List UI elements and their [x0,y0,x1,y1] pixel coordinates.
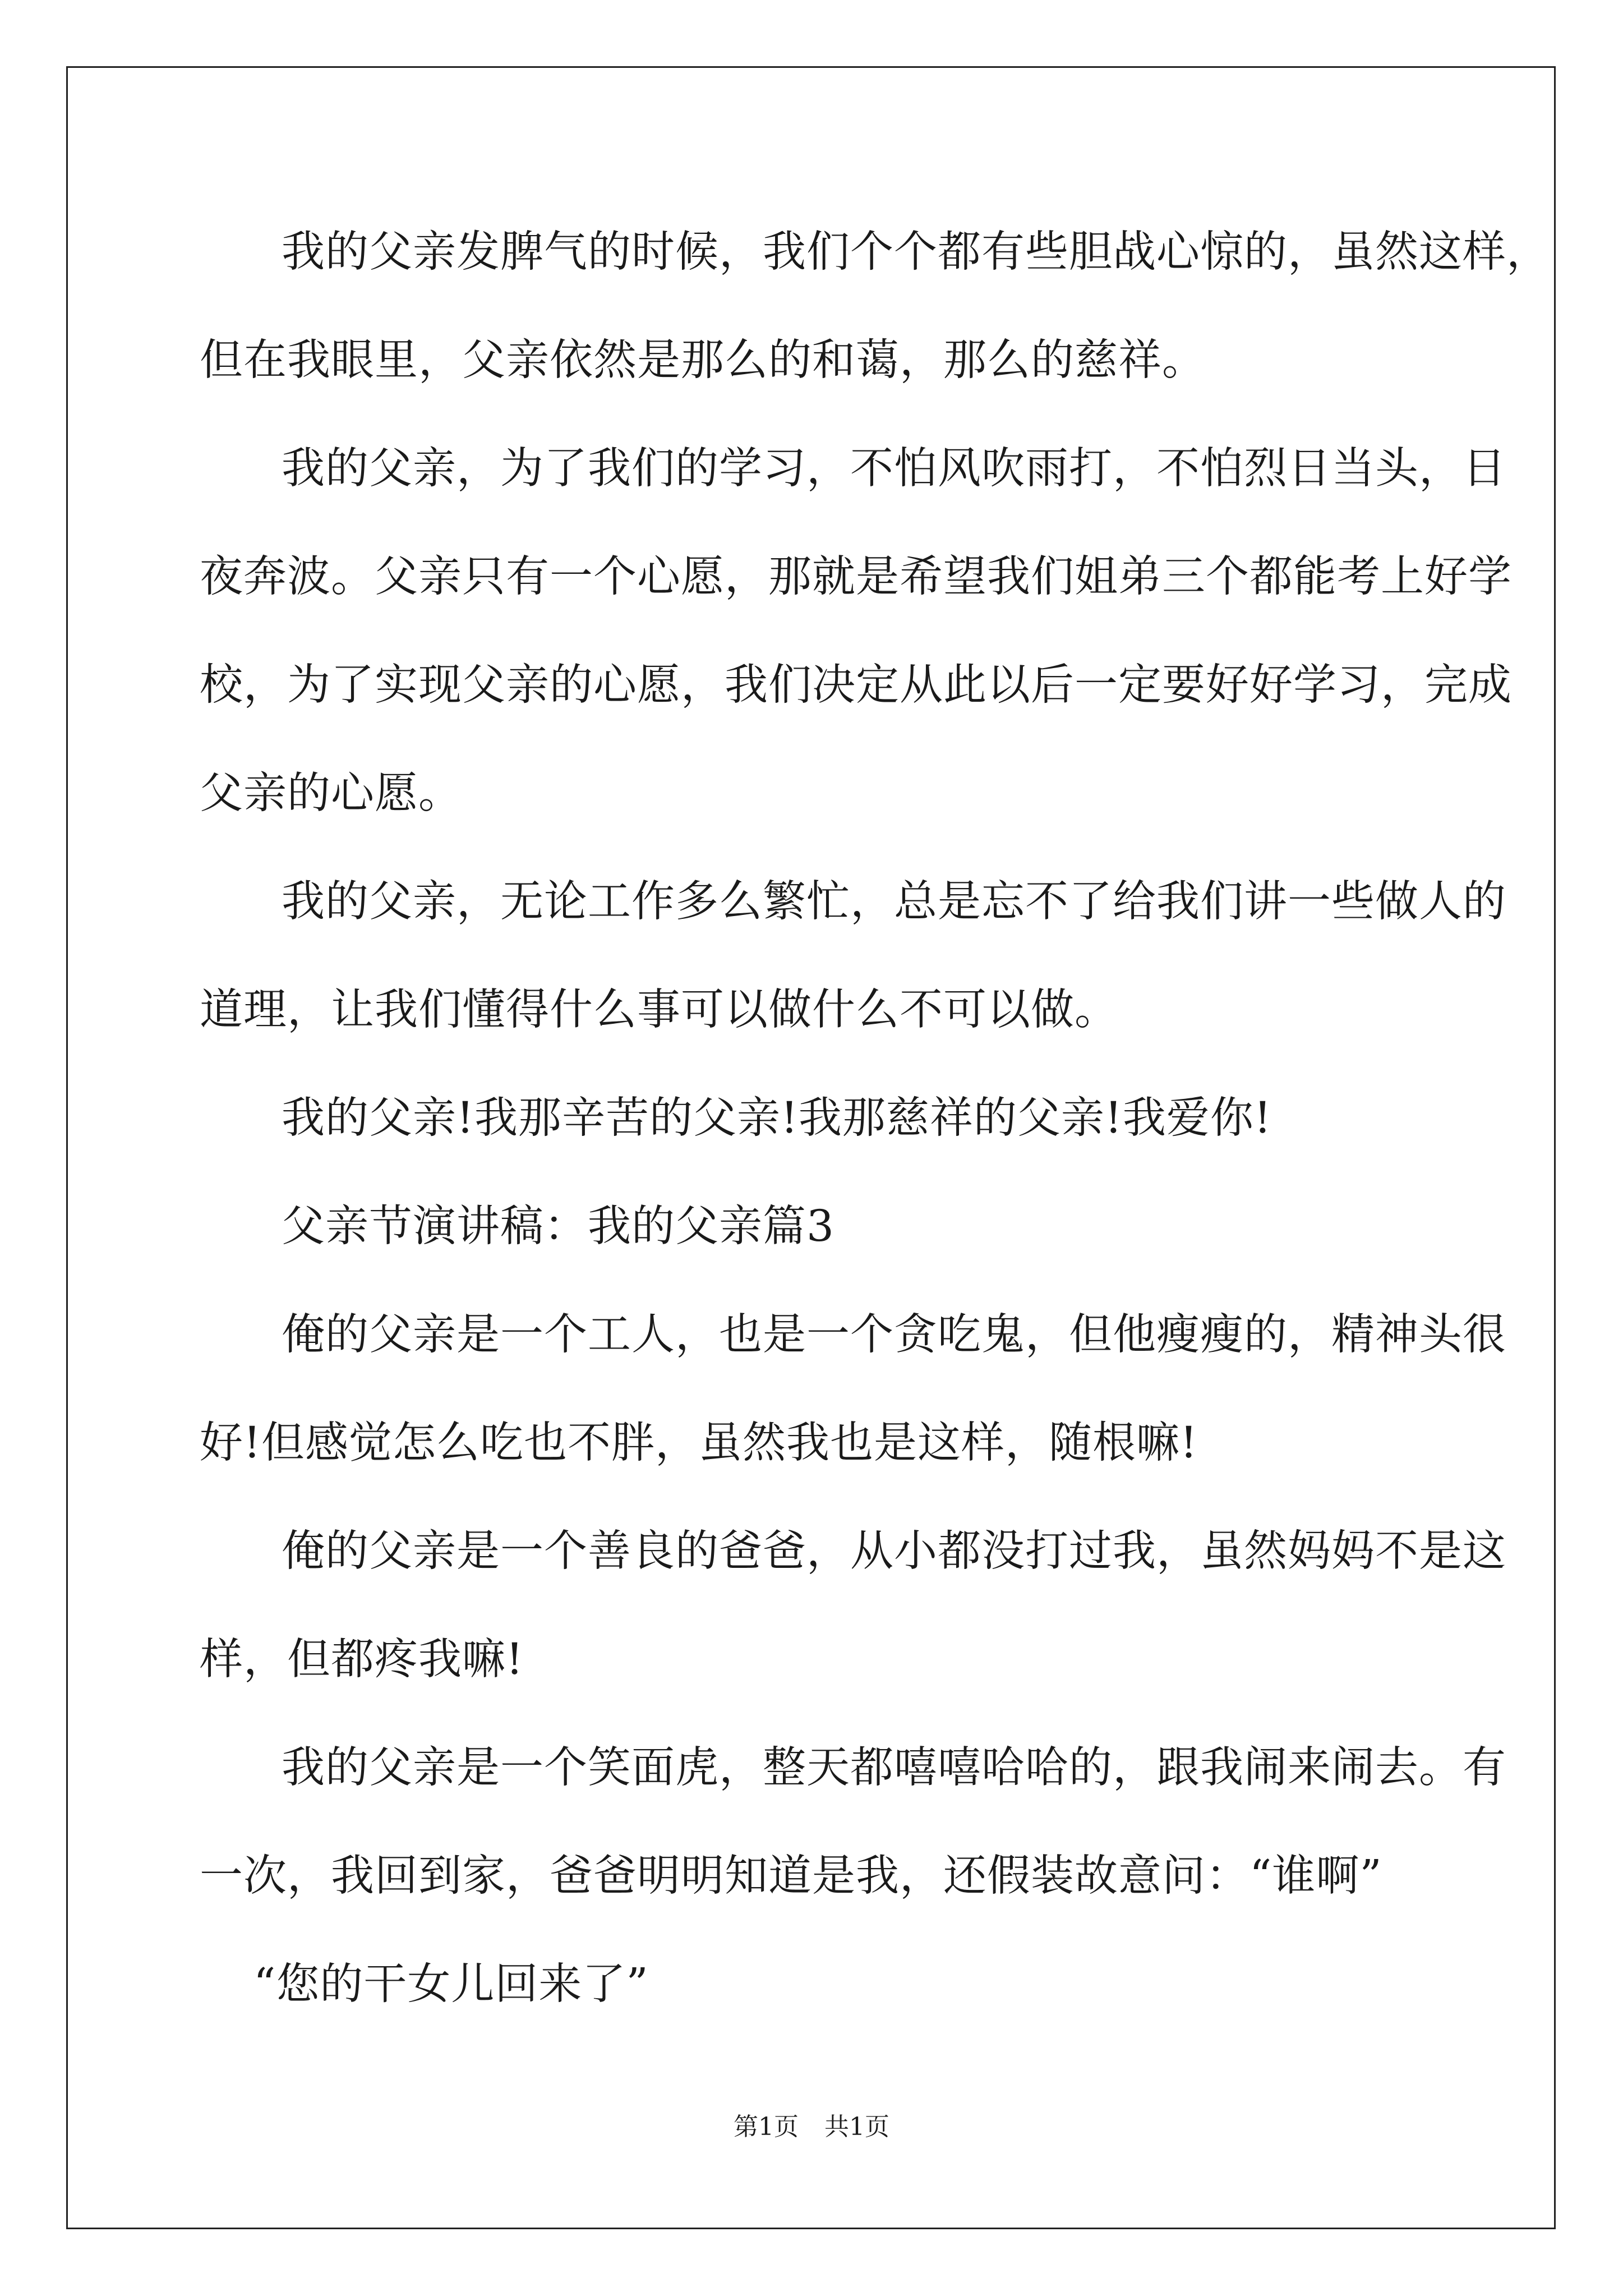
text-line: 我的父亲，为了我们的学习，不怕风吹雨打，不怕烈日当头，日 [282,444,1506,494]
current-page-label: 第1页 [734,2113,799,2141]
page-border [66,66,1556,2229]
text-line: 但在我眼里，父亲依然是那么的和蔼，那么的慈祥。 [200,335,1206,385]
text-line: 父亲的心愿。 [200,769,462,818]
text-line: 校，为了实现父亲的心愿，我们决定从此以后一定要好好学习，完成 [200,660,1512,710]
text-line: 俺的父亲是一个善良的爸爸，从小都没打过我，虽然妈妈不是这 [282,1526,1506,1576]
total-pages-label: 共1页 [824,2113,889,2141]
text-line: “您的干女儿回来了” [253,1959,649,2009]
text-line: 俺的父亲是一个工人，也是一个贪吃鬼，但他瘦瘦的，精神头很 [282,1310,1506,1360]
text-line: 一次，我回到家，爸爸明明知道是我，还假装故意问：“谁啊” [200,1851,1382,1901]
text-line: 我的父亲是一个笑面虎，整天都嘻嘻哈哈的，跟我闹来闹去。有 [282,1743,1506,1793]
text-line: 好!但感觉怎么吃也不胖，虽然我也是这样，随根嘛! [200,1418,1198,1468]
text-line: 我的父亲!我那辛苦的父亲!我那慈祥的父亲!我爱你! [282,1093,1272,1143]
text-line: 夜奔波。父亲只有一个心愿，那就是希望我们姐弟三个都能考上好学 [200,552,1512,602]
text-line: 我的父亲，无论工作多么繁忙，总是忘不了给我们讲一些做人的 [282,877,1506,927]
section-heading: 父亲节演讲稿：我的父亲篇3 [282,1202,834,1251]
text-line: 样，但都疼我嘛! [200,1635,524,1685]
text-line: 我的父亲发脾气的时候，我们个个都有些胆战心惊的，虽然这样， [282,227,1550,277]
text-line: 道理，让我们懂得什么事可以做什么不可以做。 [200,985,1118,1035]
page-footer [0,2106,1623,2142]
